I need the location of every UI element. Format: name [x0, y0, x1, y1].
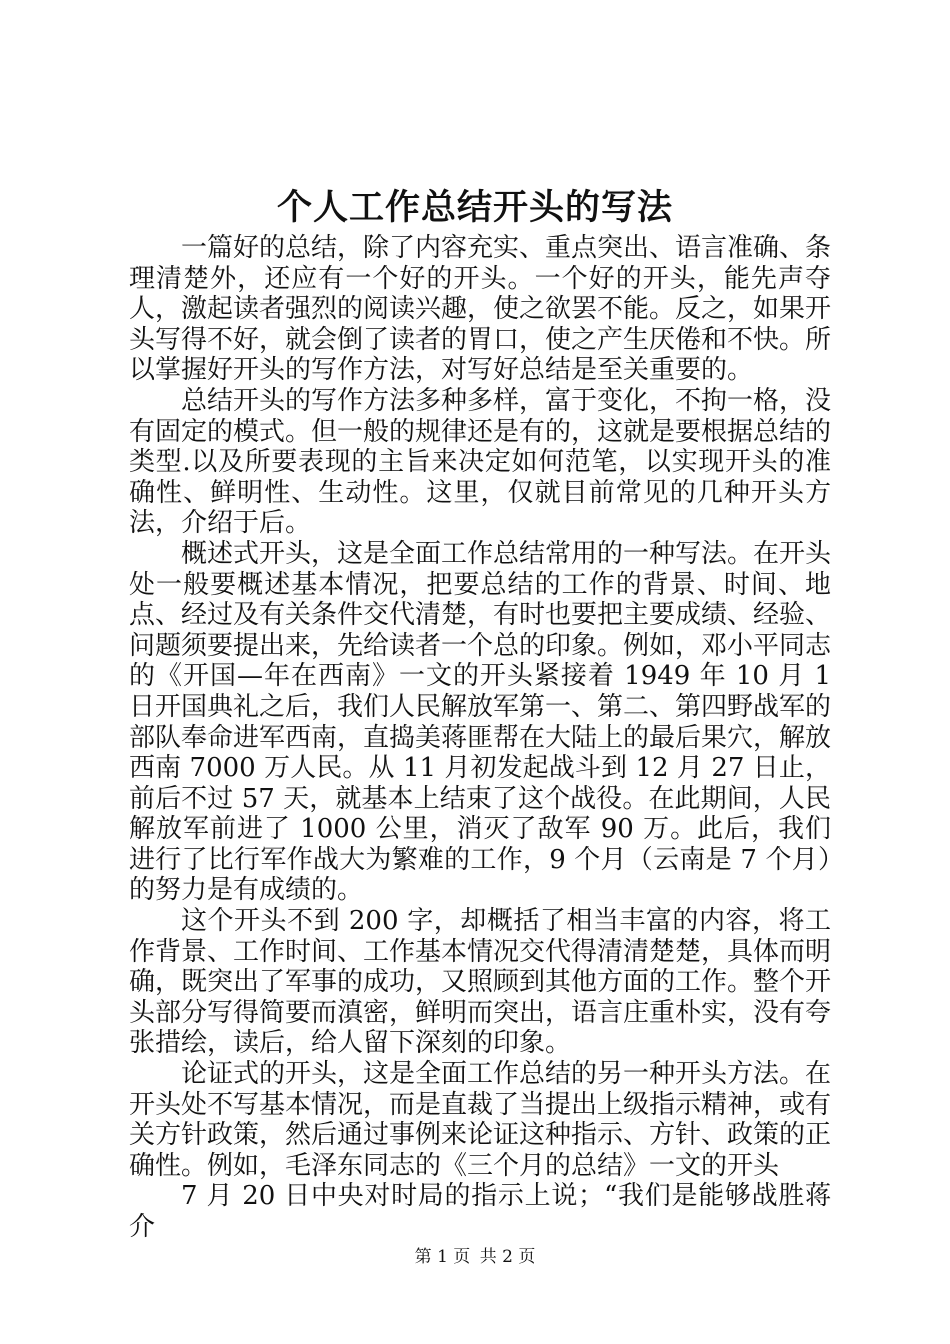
paragraph: 这个开头不到 200 字，却概括了相当丰富的内容，将工作背景、工作时间、工作基本情况交代得清清楚楚，具体而明确，既突出了军事的成功，又照顾到其他方面的工作。整个开头部分写得简要而滇密，鲜明而突出，语言庄重朴实，没有夸张措绘，读后，给人留下深刻的印象。 — [129, 906, 832, 1059]
document-body — [129, 233, 831, 1243]
page-footer — [0, 1246, 950, 1268]
page-total: 共 2 页 — [479, 1247, 536, 1267]
document-title: 个人工作总结开头的写法 — [276, 187, 673, 228]
page-number: 第 1 页 — [414, 1247, 471, 1267]
paragraph: 总结开头的写作方法多种多样，富于变化，不拘一格，没有固定的模式。但一般的规律还是有的，这就是要根据总结的类型.以及所要表现的主旨来决定如何范笔，以实现开头的准确性、鲜明性、生动性。这里，仅就目前常见的几种开头方法，介绍于后。 — [129, 385, 832, 539]
paragraph: 一篇好的总结，除了内容充实、重点突出、语言准确、条理清楚外，还应有一个好的开头。一个好的开头，能先声夺人，激起读者强烈的阅读兴趣，使之欲罢不能。反之，如果开头写得不好，就会倒了读者的胃口，使之产生厌倦和不快。所以掌握好开头的写作方法，对写好总结是至关重要的。 — [129, 233, 832, 386]
paragraph: 7 月 20 日中央对时局的指示上说；“我们是能够战胜蒋介 — [129, 1181, 831, 1242]
paragraph: 概述式开头，这是全面工作总结常用的一种写法。在开头处一般要概述基本情况，把要总结的工作的背景、时间、地点、经过及有关条件交代清楚，有时也要把主要成绩、经验、问题须要提出来，先给读者一个总的印象。例如，邓小平同志的《开国—年在西南》一文的开头紧接着 1949 年 10 月 1 日开国典礼之后，我们人民解放军第一、第二、第四野战军的部队奉命进军西南，直捣美蒋匪帮在大陆上的最后果穴，解放西南 7000 万人民。从 11 月初发起战斗到 12 月 27 日止，前后不过 57 天，就基本上结束了这个战役。在此期间，人民解放军前进了 1000 公里，消灭了敌军 90 万。此后，我们进行了比行军作战大为繁难的工作，9 个月（云南是 7 个月）的努力是有成绩的。 — [129, 538, 832, 906]
paragraph: 论证式的开头，这是全面工作总结的另一种开头方法。在开头处不写基本情况，而是直裁了当提出上级指示精神，或有关方针政策，然后通过事例来论证这种指示、方针、政策的正确性。例如，毛泽东同志的《三个月的总结》一文的开头 — [129, 1059, 832, 1181]
